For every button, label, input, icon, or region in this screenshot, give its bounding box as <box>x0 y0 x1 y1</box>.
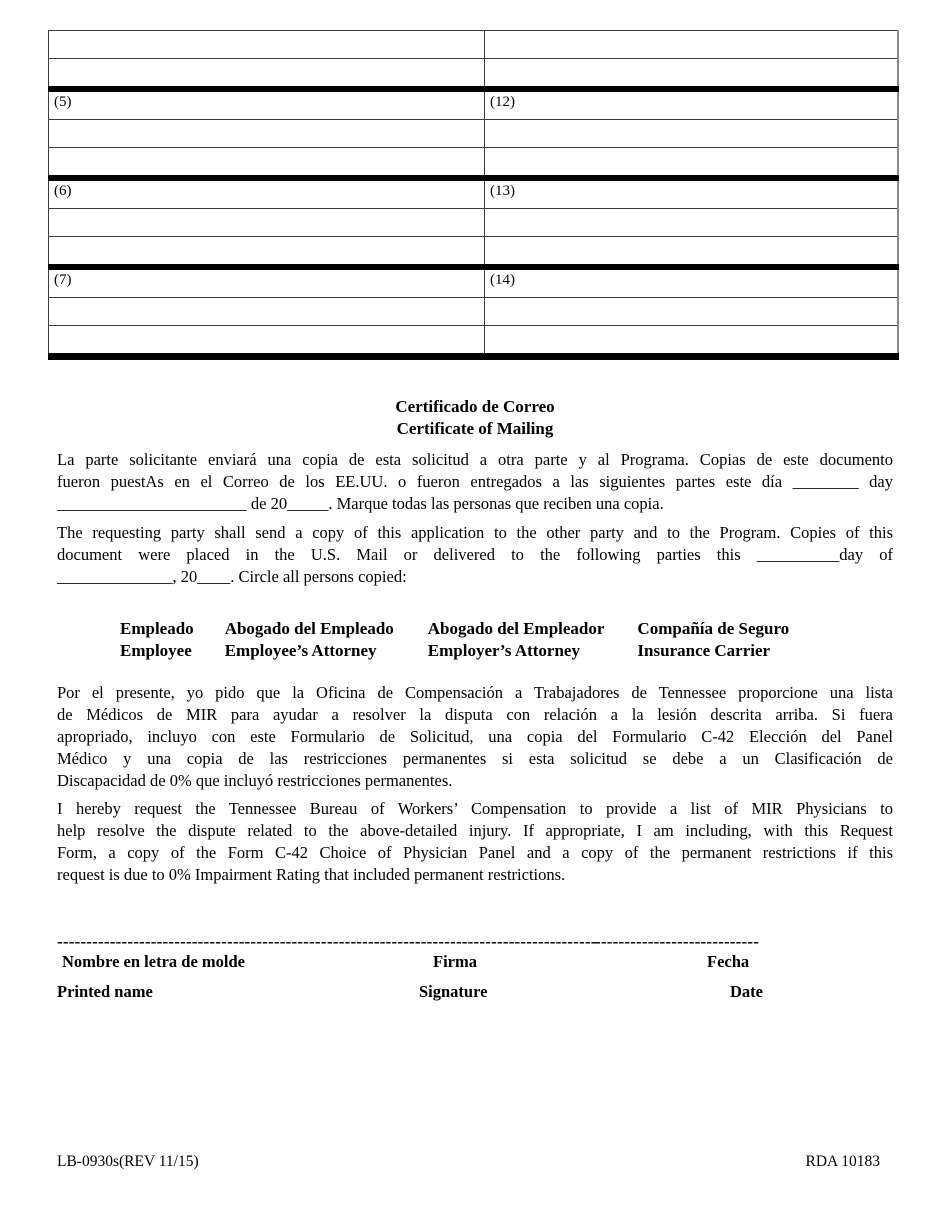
table-cell-left <box>49 59 485 90</box>
party-label-en: Employee’s Attorney <box>224 641 377 660</box>
table-row <box>49 59 898 90</box>
copied-party-option <box>225 618 394 662</box>
signature-label-en: Signature <box>419 982 488 1001</box>
table-cell-right <box>485 31 898 59</box>
table-cell-left <box>49 120 485 148</box>
form-number: LB-0930s(REV 11/15) <box>57 1153 199 1170</box>
paragraph-line: ______________, 20____. Circle all persons copied: <box>57 567 407 586</box>
paragraph-line: The requesting party shall send a copy of this application to the other party and to the Program. Copies of this <box>57 523 893 542</box>
paragraph-line: Médico y una copia de las restricciones permanentes si esta solicitud se debe a un Clasificación de <box>57 749 893 768</box>
certificate-heading <box>57 396 893 440</box>
table-row <box>49 267 898 298</box>
rda-number: RDA 10183 <box>805 1153 880 1170</box>
table-row <box>49 120 898 148</box>
paragraph-line: help resolve the dispute related to the above-detailed injury. If appropriate, I am including, with this Request <box>57 821 893 840</box>
party-label-en: Insurance Carrier <box>637 641 771 660</box>
date-label-en: Date <box>730 982 763 1001</box>
table-row <box>49 326 898 357</box>
printed-name-label-es: Nombre en letra de molde <box>62 952 245 971</box>
request-paragraph-en <box>57 798 893 886</box>
printed-name-line: ---------------------------------------------- <box>57 932 327 951</box>
table-cell-left: (6) <box>49 178 485 209</box>
paragraph-line: _______________________ de 20_____. Marque todas las personas que reciben una copia. <box>57 494 664 513</box>
table-cell-right <box>485 237 898 268</box>
table-cell-left <box>49 148 485 179</box>
party-label-en: Employer’s Attorney <box>427 641 580 660</box>
table-row <box>49 237 898 268</box>
table-row <box>49 178 898 209</box>
table-row <box>49 148 898 179</box>
copied-party-option <box>428 618 605 662</box>
page-footer <box>57 1152 893 1172</box>
copied-party-option <box>637 618 789 662</box>
paragraph-line: Discapacidad de 0% que incluyó restricciones permanentes. <box>57 771 453 790</box>
table-cell-right: (14) <box>485 267 898 298</box>
paragraph-line: de Médicos de MIR para ayudar a resolver la disputa con relación a la lesión descrita arriba. Si fuera <box>57 705 893 724</box>
paragraph-line: apropriado, incluyo con este Formulario de Solicitud, una copia del Formulario C-42 Elección del Panel <box>57 727 893 746</box>
table-cell-right <box>485 120 898 148</box>
printed-name-label-en: Printed name <box>57 982 153 1001</box>
info-table-body <box>49 31 898 357</box>
date-label-es: Fecha <box>707 952 750 971</box>
party-label-es: Abogado del Empleado <box>224 619 394 638</box>
party-label-en: Employee <box>120 641 192 660</box>
table-cell-right <box>485 148 898 179</box>
certificate-title-en: Certificate of Mailing <box>396 419 554 438</box>
table-cell-left <box>49 237 485 268</box>
table-row <box>49 89 898 120</box>
party-label-es: Empleado <box>120 619 194 638</box>
mailing-paragraph-en <box>57 522 893 588</box>
table-row <box>49 31 898 59</box>
table-cell-right <box>485 209 898 237</box>
paragraph-line: document were placed in the U.S. Mail or delivered to the following parties this __________day of <box>57 545 893 564</box>
party-label-es: Abogado del Empleador <box>427 619 605 638</box>
table-cell-left <box>49 209 485 237</box>
table-cell-left <box>49 298 485 326</box>
table-cell-right <box>485 59 898 90</box>
signature-block <box>57 932 893 1007</box>
request-paragraph-es <box>57 682 893 792</box>
table-cell-right <box>485 326 898 357</box>
copied-parties-row <box>57 618 893 662</box>
table-cell-right: (12) <box>485 89 898 120</box>
table-cell-left <box>49 31 485 59</box>
table-cell-left: (5) <box>49 89 485 120</box>
signature-label-es: Firma <box>433 952 477 971</box>
injury-info-table <box>48 30 899 360</box>
copied-party-option <box>120 618 194 662</box>
mailing-paragraph-es <box>57 449 893 515</box>
certificate-title-es: Certificado de Correo <box>395 397 555 416</box>
paragraph-line: request is due to 0% Impairment Rating that included permanent restrictions. <box>57 865 566 884</box>
table-cell-left <box>49 326 485 357</box>
table-cell-left: (7) <box>49 267 485 298</box>
table-row <box>49 298 898 326</box>
paragraph-line: La parte solicitante enviará una copia de esta solicitud a otra parte y al Programa. Copias de este documento <box>57 450 893 469</box>
table-cell-right: (13) <box>485 178 898 209</box>
table-cell-right <box>485 298 898 326</box>
paragraph-line: Por el presente, yo pido que la Oficina de Compensación a Trabajadores de Tennessee proporcione una lista <box>57 683 893 702</box>
signature-line: ---------------------------------------------- <box>327 932 597 951</box>
paragraph-line: Form, a copy of the Form C-42 Choice of Physician Panel and a copy of the permanent restrictions if this <box>57 843 893 862</box>
paragraph-line: fueron puestAs en el Correo de los EE.UU. o fueron entregados a las siguientes partes este día ________ day <box>57 472 893 491</box>
date-line: ---------------------------- <box>595 932 760 951</box>
paragraph-line: I hereby request the Tennessee Bureau of Workers’ Compensation to provide a list of MIR Physicians to <box>57 799 893 818</box>
table-row <box>49 209 898 237</box>
party-label-es: Compañía de Seguro <box>637 619 790 638</box>
